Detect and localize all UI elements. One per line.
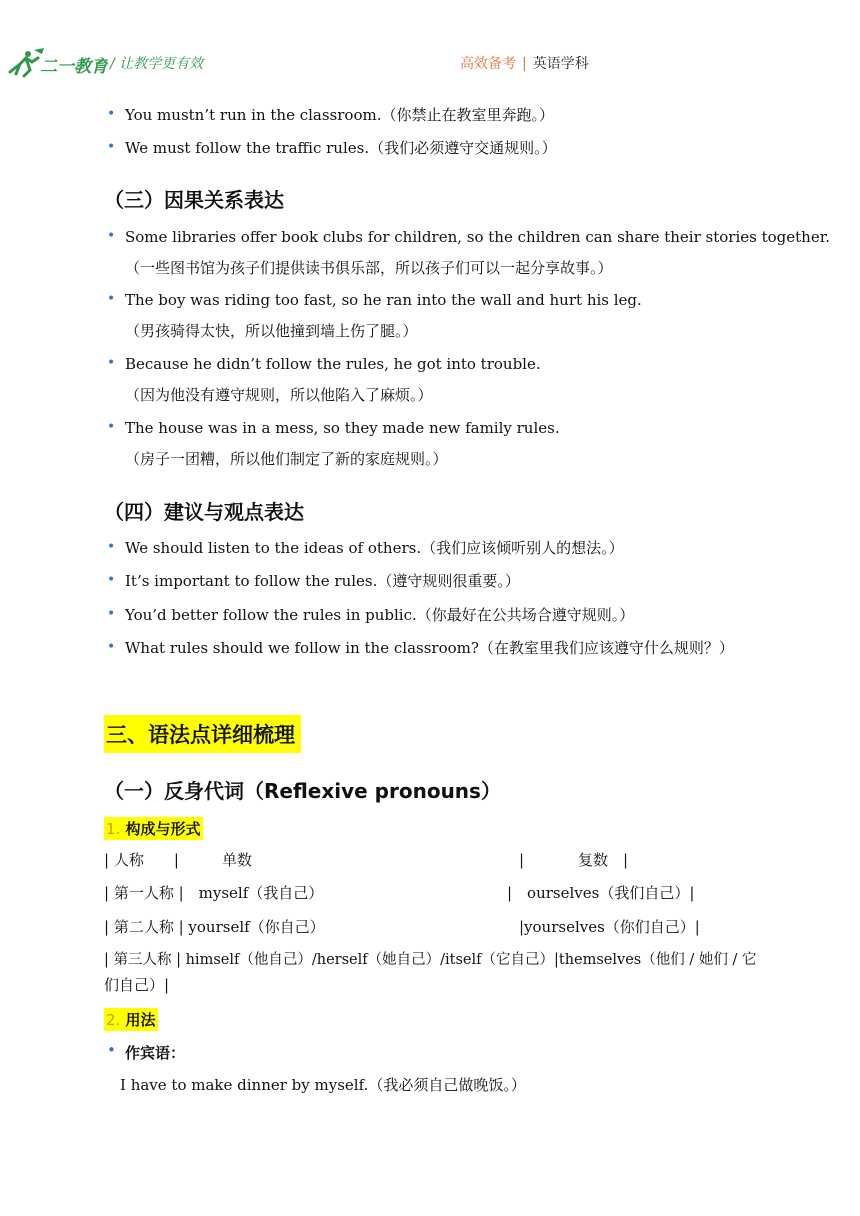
list-item: • You mustn’t run in the classroom.（你禁止在教室里奔跑。） xyxy=(107,106,554,124)
header-separator: | xyxy=(522,56,527,72)
section-heading: （四）建议与观点表达 xyxy=(104,500,304,524)
point-label: 2. 用法 xyxy=(104,1008,158,1031)
bullet-icon: • xyxy=(107,419,116,435)
logo-text: 二一教育 xyxy=(40,57,108,77)
table-cell: | ourselves（我们自己）| xyxy=(507,884,695,902)
table-cell: |yourselves（你们自己）| xyxy=(519,918,700,936)
part-heading: 三、语法点详细梳理 xyxy=(104,715,301,753)
list-item: • The boy was riding too fast, so he ran into the wall and hurt his leg. xyxy=(107,291,642,309)
table-row: | 第二人称 | yourself（你自己） xyxy=(104,918,325,936)
bullet-icon: • xyxy=(107,139,116,155)
list-item: • Because he didn’t follow the rules, he got into trouble. xyxy=(107,355,541,373)
translation: （一些图书馆为孩子们提供读书俱乐部，所以孩子们可以一起分享故事。） xyxy=(125,259,613,277)
bullet-icon: • xyxy=(107,355,116,371)
table-cell: 复数 | xyxy=(578,851,629,869)
list-item: • It’s important to follow the rules.（遵守规则很重要。） xyxy=(107,572,520,590)
header-slogan: / 让教学更有效 xyxy=(110,56,204,72)
table-row: | 第三人称 | himself（他自己）/herself（她自己）/itself（它自己）|themselves（他们 / 她们 / 它 xyxy=(104,952,757,968)
header-right-a: 高效备考 xyxy=(460,56,516,72)
bullet-icon: • xyxy=(107,539,116,555)
list-item: • We should listen to the ideas of others.（我们应该倾听别人的想法。） xyxy=(107,539,624,557)
bullet-icon: • xyxy=(107,572,116,588)
example-sentence: I have to make dinner by myself.（我必须自己做晚饭。） xyxy=(120,1076,526,1094)
list-item: • Some libraries offer book clubs for children, so the children can share their stories together. xyxy=(107,228,830,246)
table-cell: 单数 xyxy=(222,851,253,869)
translation: （房子一团糟，所以他们制定了新的家庭规则。） xyxy=(125,450,448,468)
bullet-icon: • xyxy=(107,1041,116,1059)
brand-logo xyxy=(4,46,108,78)
bullet-icon: • xyxy=(107,106,116,122)
list-item: • You’d better follow the rules in public.（你最好在公共场合遵守规则。） xyxy=(107,606,635,624)
translation: （因为他没有遵守规则，所以他陷入了麻烦。） xyxy=(125,386,433,404)
list-item: • 作宾语： xyxy=(107,1041,186,1062)
runner-icon xyxy=(10,48,44,76)
table-row: | 第一人称 | myself（我自己） xyxy=(104,884,324,902)
bullet-icon: • xyxy=(107,639,116,655)
bullet-icon: • xyxy=(107,228,116,244)
header-subject xyxy=(460,53,589,73)
subsection-heading: （一）反身代词（Reflexive pronouns） xyxy=(104,779,501,803)
header-right-b: 英语学科 xyxy=(532,56,589,72)
section-heading: （三）因果关系表达 xyxy=(104,188,284,212)
list-item: • The house was in a mess, so they made new family rules. xyxy=(107,419,560,437)
bullet-icon: • xyxy=(107,606,116,622)
bullet-icon: • xyxy=(107,291,116,307)
table-cell: | xyxy=(519,851,525,869)
translation: （男孩骑得太快，所以他撞到墙上伤了腿。） xyxy=(125,322,418,340)
list-item: • What rules should we follow in the classroom?（在教室里我们应该遵守什么规则？） xyxy=(107,639,734,657)
table-row: 们自己）| xyxy=(104,976,170,994)
point-label: 1. 构成与形式 xyxy=(104,817,203,840)
list-item: • We must follow the traffic rules.（我们必须遵守交通规则。） xyxy=(107,139,557,157)
table-row: | 人称 | xyxy=(104,851,179,869)
